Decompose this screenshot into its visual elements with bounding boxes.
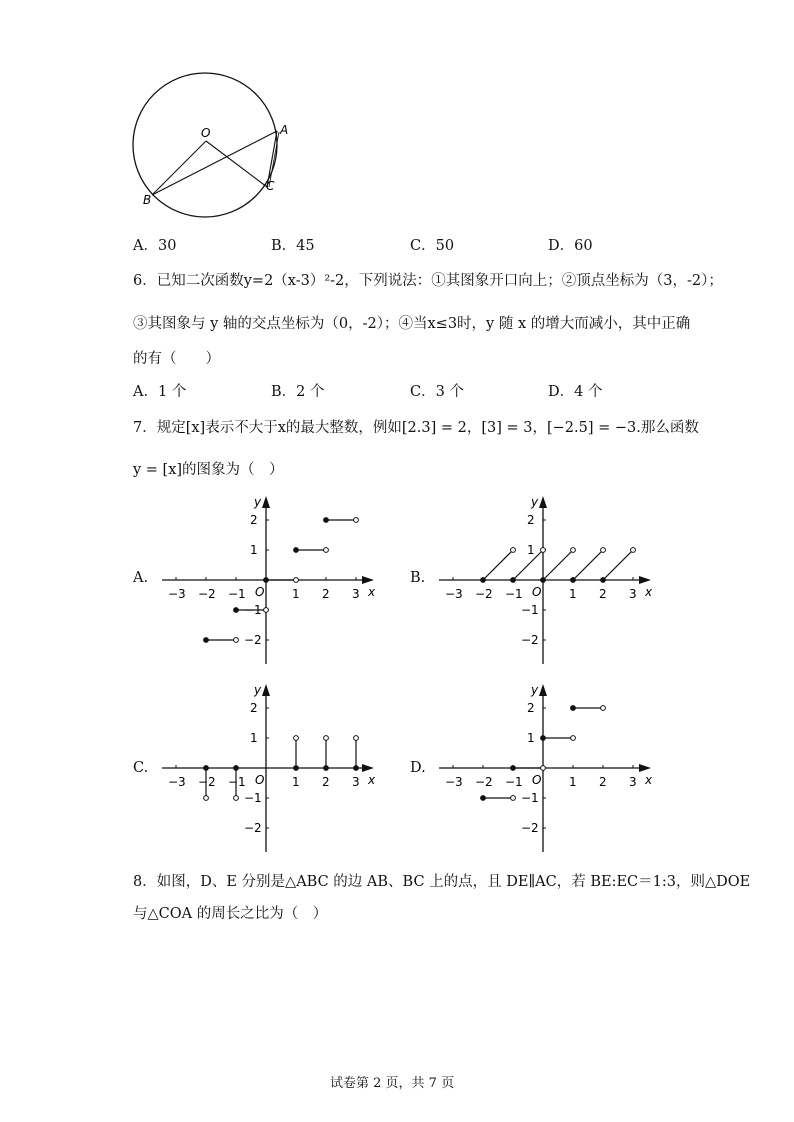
closed-endpoint <box>204 766 209 771</box>
q7-option-a-label[interactable]: A. <box>133 570 149 586</box>
y-tick-label: 2 <box>527 701 535 715</box>
closed-endpoint <box>234 608 239 613</box>
q5-option-a[interactable]: A．30 <box>133 238 177 254</box>
x-tick-label: 3 <box>352 775 360 789</box>
x-tick-label: −1 <box>228 775 246 789</box>
x-tick-label: 2 <box>599 775 607 789</box>
y-tick-label: 1 <box>527 731 535 745</box>
x-tick-label: 3 <box>629 775 637 789</box>
label-a: A <box>280 123 289 137</box>
y-tick-label: −2 <box>244 821 262 835</box>
q5-option-d[interactable]: D．60 <box>548 238 593 254</box>
label-c: C <box>266 179 275 193</box>
q5-circle-figure <box>125 68 295 218</box>
y-tick-label: 1 <box>250 543 258 557</box>
origin-label: O <box>532 773 542 787</box>
open-endpoint <box>264 608 269 613</box>
label-o: O <box>201 126 211 140</box>
q7-graph-c[interactable] <box>150 680 382 856</box>
x-tick-label: −2 <box>198 775 216 789</box>
open-endpoint <box>324 736 329 741</box>
open-endpoint <box>294 578 299 583</box>
q8-stem-line1: 8．如图，D、E 分别是△ABC 的边 AB、BC 上的点，且 DE∥AC，若 BE:EC＝1:3，则△DOE <box>133 874 751 890</box>
q7-option-b-label[interactable]: B. <box>410 570 426 586</box>
y-axis-label: y <box>254 495 262 509</box>
x-tick-label: −2 <box>475 775 493 789</box>
closed-endpoint <box>511 766 516 771</box>
x-tick-label: 2 <box>599 587 607 601</box>
closed-endpoint <box>294 766 299 771</box>
open-endpoint <box>354 518 359 523</box>
y-tick-label: −2 <box>521 633 539 647</box>
y-tick-label: −1 <box>521 603 539 617</box>
graph-segment <box>573 550 603 580</box>
q8-stem-line2: 与△COA 的周长之比为（ ） <box>133 906 328 922</box>
y-tick-label: 1 <box>527 543 535 557</box>
open-endpoint <box>541 766 546 771</box>
x-tick-label: −1 <box>505 587 523 601</box>
origin-label: O <box>255 773 265 787</box>
open-endpoint <box>631 548 636 553</box>
x-axis-label: x <box>645 773 653 787</box>
x-tick-label: 3 <box>629 587 637 601</box>
x-axis-arrow <box>362 764 374 772</box>
open-endpoint <box>511 796 516 801</box>
y-tick-label: −2 <box>244 633 262 647</box>
closed-endpoint <box>571 578 576 583</box>
segment-oc <box>206 141 267 187</box>
x-tick-label: −3 <box>168 775 186 789</box>
graph-segment <box>603 550 633 580</box>
segment-ob <box>152 141 206 195</box>
x-axis-arrow <box>639 576 651 584</box>
open-endpoint <box>601 706 606 711</box>
q5-option-c[interactable]: C．50 <box>410 238 455 254</box>
q7-graph-d[interactable] <box>427 680 659 856</box>
x-axis-label: x <box>645 585 653 599</box>
label-b: B <box>143 193 152 207</box>
graph-segment <box>483 550 513 580</box>
y-tick-label: −2 <box>521 821 539 835</box>
closed-endpoint <box>264 578 269 583</box>
q7-option-d-label[interactable]: D. <box>410 760 426 776</box>
x-tick-label: −2 <box>198 587 216 601</box>
x-tick-label: 1 <box>292 587 300 601</box>
x-tick-label: −1 <box>228 587 246 601</box>
closed-endpoint <box>481 578 486 583</box>
y-tick-label: 2 <box>527 513 535 527</box>
q6-stem-line3: 的有（ ） <box>133 351 220 367</box>
q7-stem-line2: y = [x]的图象为（ ） <box>133 462 284 478</box>
open-endpoint <box>571 736 576 741</box>
y-axis-label: y <box>531 683 539 697</box>
open-endpoint <box>601 548 606 553</box>
closed-endpoint <box>481 796 486 801</box>
q6-option-b[interactable]: B．2 个 <box>271 384 325 400</box>
open-endpoint <box>541 548 546 553</box>
page-footer: 试卷第 2 页，共 7 页 <box>330 1076 455 1091</box>
closed-endpoint <box>324 766 329 771</box>
x-tick-label: −2 <box>475 587 493 601</box>
closed-endpoint <box>204 638 209 643</box>
open-endpoint <box>354 736 359 741</box>
x-tick-label: 1 <box>292 775 300 789</box>
closed-endpoint <box>571 706 576 711</box>
closed-endpoint <box>541 736 546 741</box>
graph-segment <box>543 550 573 580</box>
x-tick-label: 1 <box>569 587 577 601</box>
open-endpoint <box>234 638 239 643</box>
y-axis-arrow <box>539 684 547 696</box>
q6-option-d[interactable]: D．4 个 <box>548 384 603 400</box>
origin-label: O <box>255 585 265 599</box>
x-tick-label: 2 <box>322 587 330 601</box>
x-tick-label: 2 <box>322 775 330 789</box>
q7-graph-a[interactable] <box>150 492 382 668</box>
open-endpoint <box>294 736 299 741</box>
open-endpoint <box>571 548 576 553</box>
y-axis-label: y <box>254 683 262 697</box>
x-tick-label: −3 <box>445 587 463 601</box>
q6-stem-line2: ③其图象与 y 轴的交点坐标为（0，-2）；④当x≤3时，y 随 x 的增大而减小，其中正确 <box>133 316 691 332</box>
closed-endpoint <box>324 518 329 523</box>
q5-option-b[interactable]: B．45 <box>271 238 315 254</box>
x-axis-label: x <box>368 773 376 787</box>
x-tick-label: 3 <box>352 587 360 601</box>
origin-label: O <box>532 585 542 599</box>
y-axis-arrow <box>539 496 547 508</box>
closed-endpoint <box>601 578 606 583</box>
x-axis-arrow <box>362 576 374 584</box>
x-axis-arrow <box>639 764 651 772</box>
open-endpoint <box>324 548 329 553</box>
open-endpoint <box>204 796 209 801</box>
y-axis-arrow <box>262 684 270 696</box>
y-tick-label: −1 <box>521 791 539 805</box>
y-tick-label: −1 <box>244 791 262 805</box>
q6-option-a[interactable]: A．1 个 <box>133 384 187 400</box>
q6-stem-line1: 6．已知二次函数y=2（x-3）²-2，下列说法：①其图象开口向上；②顶点坐标为（3，-2）； <box>133 273 723 289</box>
circle-outline <box>133 73 277 217</box>
open-endpoint <box>234 796 239 801</box>
y-axis-label: y <box>531 495 539 509</box>
y-tick-label: 2 <box>250 701 258 715</box>
closed-endpoint <box>511 578 516 583</box>
q7-option-c-label[interactable]: C. <box>133 760 149 776</box>
y-tick-label: 1 <box>250 731 258 745</box>
closed-endpoint <box>541 578 546 583</box>
closed-endpoint <box>354 766 359 771</box>
x-tick-label: −3 <box>445 775 463 789</box>
closed-endpoint <box>234 766 239 771</box>
q7-stem-line1: 7．规定[x]表示不大于x的最大整数，例如[2.3] = 2，[3] = 3，[−2.5] = −3.那么函数 <box>133 420 699 436</box>
q6-option-c[interactable]: C．3 个 <box>410 384 464 400</box>
x-axis-label: x <box>368 585 376 599</box>
open-endpoint <box>511 548 516 553</box>
x-tick-label: 1 <box>569 775 577 789</box>
y-tick-label: −1 <box>244 603 262 617</box>
q7-graph-b[interactable] <box>427 492 659 668</box>
y-axis-arrow <box>262 496 270 508</box>
x-tick-label: −1 <box>505 775 523 789</box>
x-tick-label: −3 <box>168 587 186 601</box>
y-tick-label: 2 <box>250 513 258 527</box>
closed-endpoint <box>294 548 299 553</box>
segment-ba <box>152 131 277 195</box>
